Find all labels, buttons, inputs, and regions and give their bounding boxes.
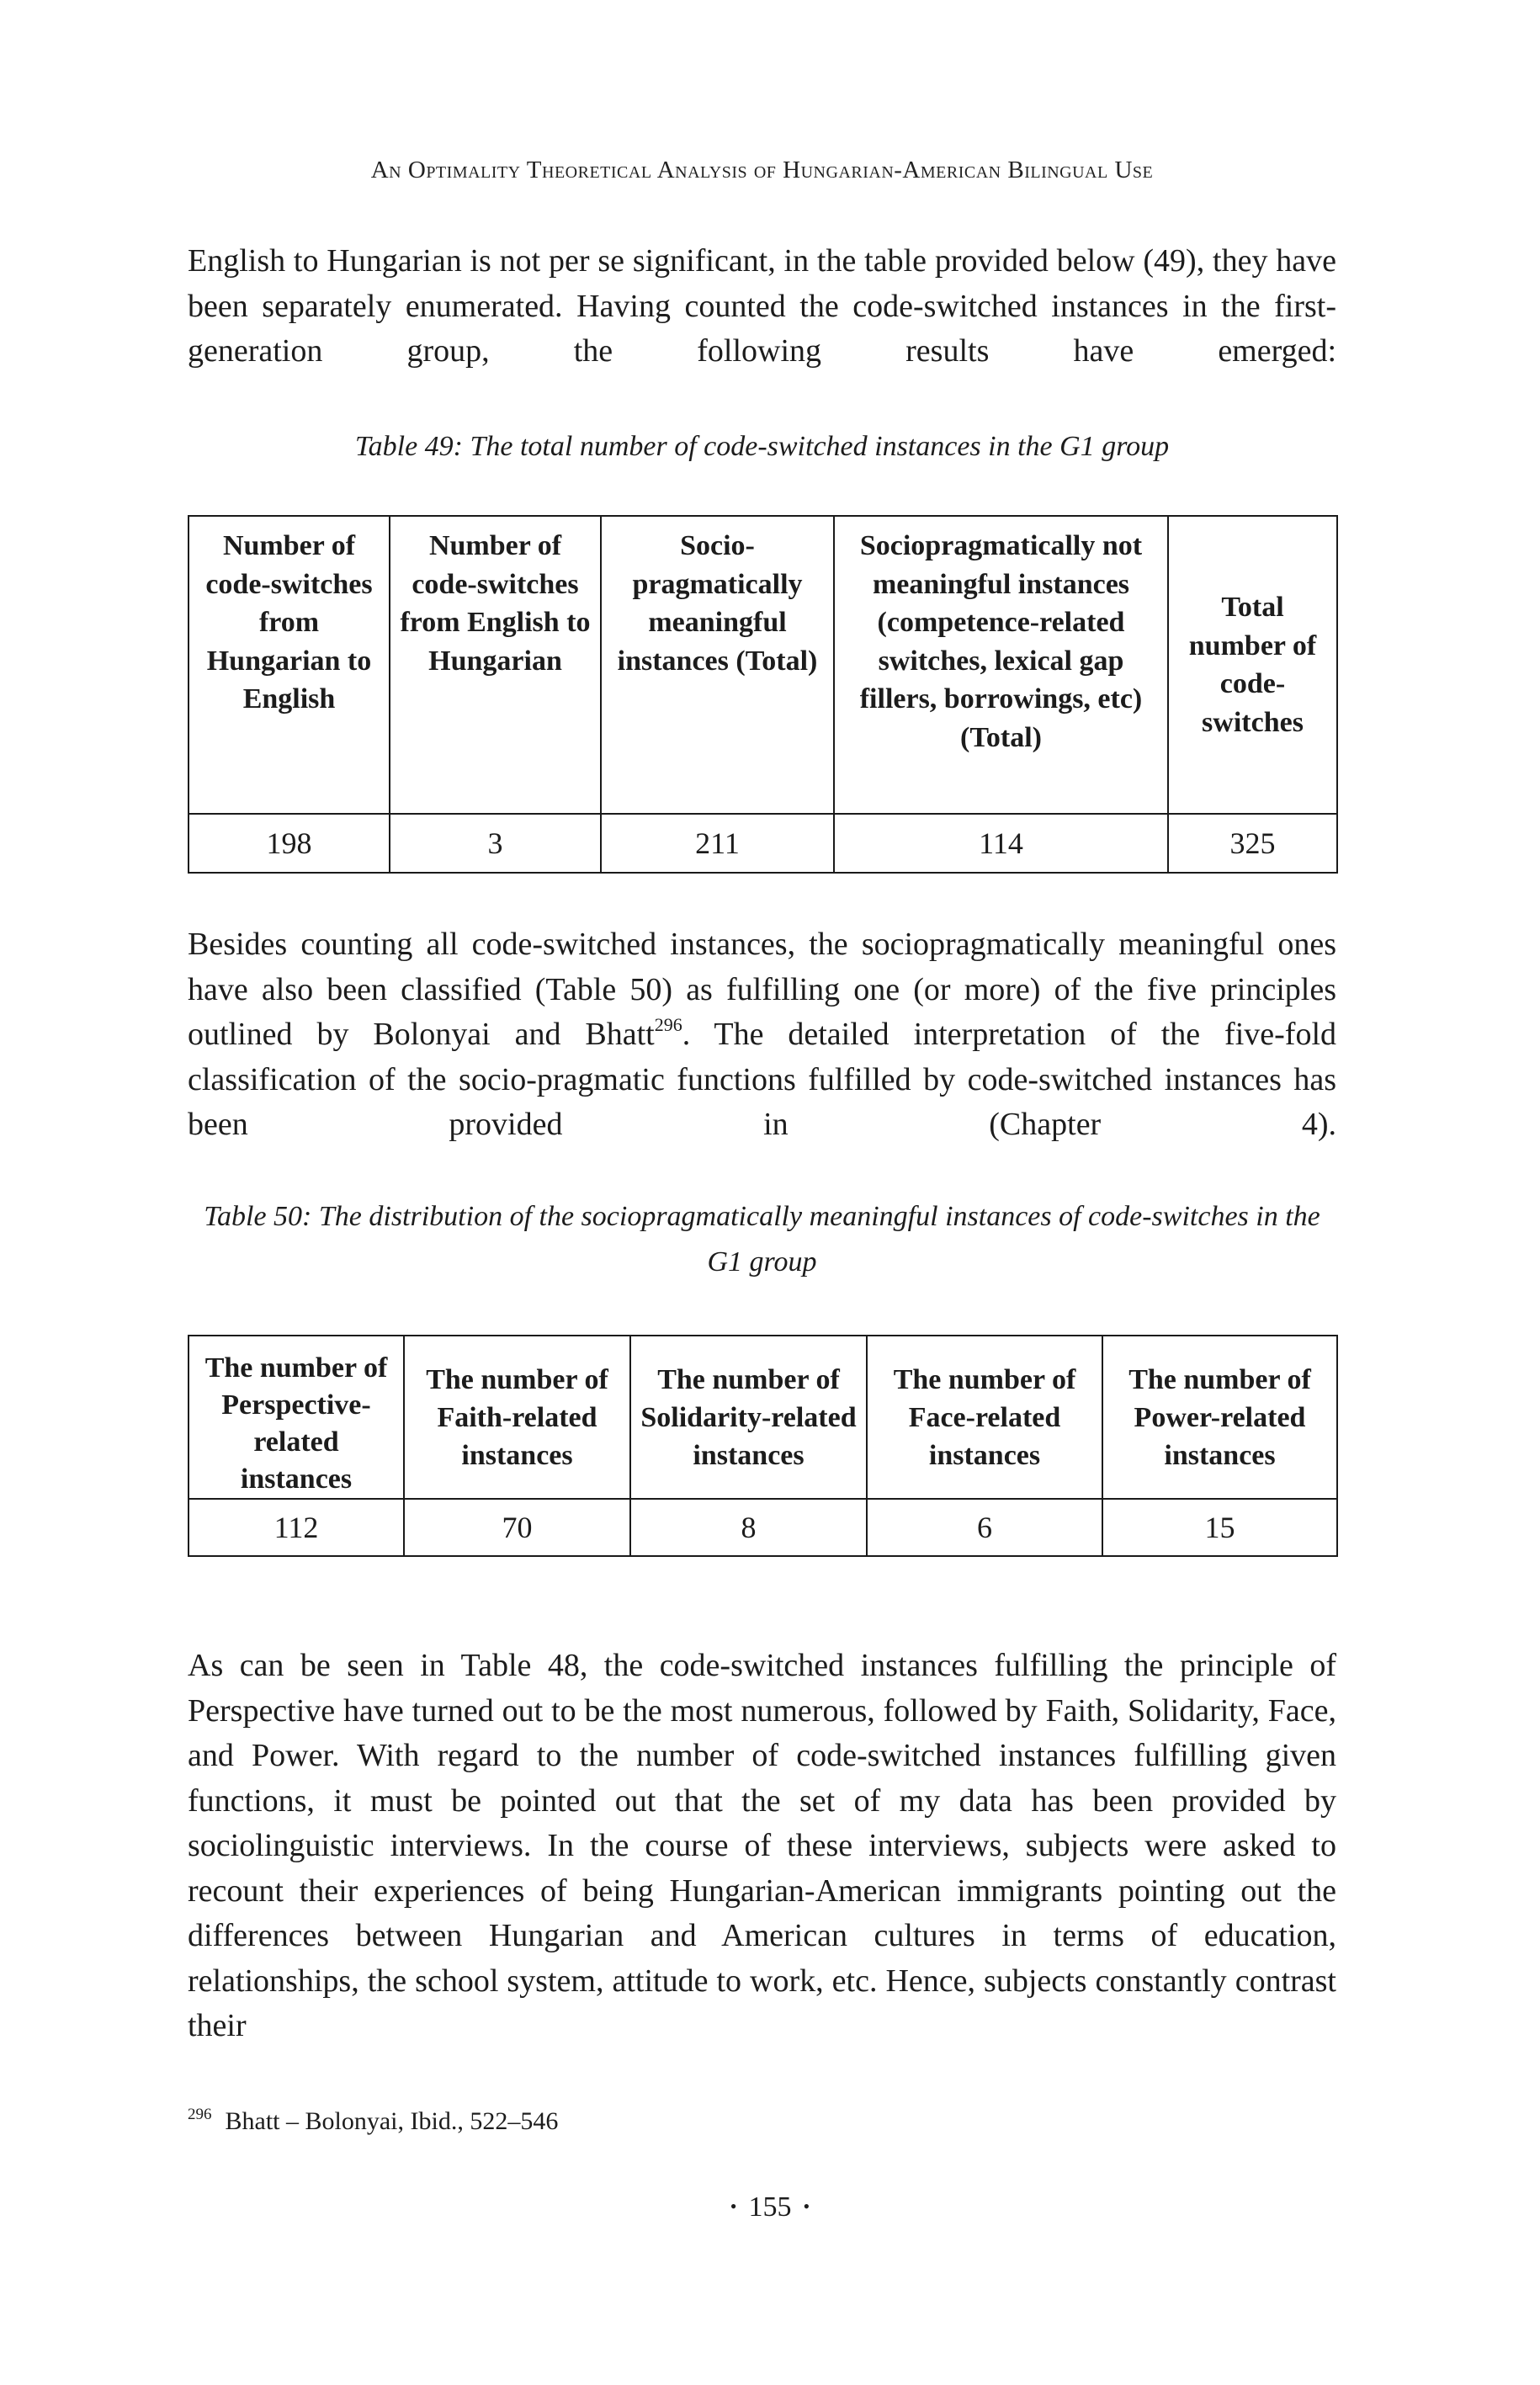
table49-header-hu-to-en: Number of code-switches from Hungarian to English — [189, 516, 390, 814]
paragraph-classification-text-b: . The detailed interpretation of the five-fold classification of the socio-pragmatic functions fulfilled by code-switched instances has been provided in (Chapter 4). — [188, 1017, 1336, 1142]
footnote-number: 296 — [188, 2106, 212, 2123]
page-number-footer — [0, 2191, 1540, 2223]
table50-header-face: The number of Face-related instances — [867, 1336, 1102, 1499]
table50 — [188, 1335, 1338, 1557]
table50-header-perspective: The number of Perspective-related instances — [189, 1336, 404, 1499]
table50-caption: Table 50: The distribution of the sociopragmatically meaningful instances of code-switches in the G1 group — [204, 1201, 1320, 1277]
paragraph-classification — [188, 922, 1336, 1148]
page-number: 155 — [748, 2191, 792, 2223]
table50-header-row — [189, 1336, 1337, 1499]
table50-header-solidarity: The number of Solidarity-related instances — [630, 1336, 867, 1499]
table49-header-en-to-hu: Number of code-switches from English to Hungarian — [390, 516, 601, 814]
table49-cell-not-meaningful: 114 — [834, 814, 1168, 873]
table49-header-total: Total number of code-switches — [1168, 516, 1337, 814]
table50-header-faith: The number of Faith-related instances — [404, 1336, 630, 1499]
table50-cell-perspective: 112 — [189, 1499, 404, 1556]
table50-cell-faith: 70 — [404, 1499, 630, 1556]
table50-cell-solidarity: 8 — [630, 1499, 867, 1556]
table49 — [188, 515, 1338, 874]
table50-cell-power: 15 — [1102, 1499, 1337, 1556]
footnote — [188, 2106, 558, 2136]
paragraph-discussion: As can be seen in Table 48, the code-switched instances fulfilling the principle of Perspective have turned out to be the most numerous, followed by Faith, Solidarity, Face, and Power. With regard to the number of code-switched instances fulfilling given functions, it must be pointed out that the set of my data has been provided by sociolinguistic interviews. In the course of these interviews, subjects were asked to recount their experiences of being Hungarian-American immigrants pointing out the differences between Hungarian and American cultures in terms of education, relationships, the school system, attitude to work, etc. Hence, subjects constantly contrast their — [188, 1648, 1336, 2043]
bullet-icon: • — [730, 2196, 737, 2217]
table49-header-not-meaningful: Sociopragmatically not meaningful instances (competence-related switches, lexical gap fillers, borrowings, etc) (Total) — [834, 516, 1168, 814]
table49-caption: Table 49: The total number of code-switched instances in the G1 group — [354, 431, 1170, 462]
table49-header-meaningful: Socio-pragmatically meaningful instances (Total) — [601, 516, 834, 814]
table49-header-row — [189, 516, 1337, 814]
footnote-text: Bhatt – Bolonyai, Ibid., 522–546 — [225, 2107, 559, 2135]
table49-cell-total: 325 — [1168, 814, 1337, 873]
bullet-icon: • — [803, 2196, 810, 2217]
paragraph-intro: English to Hungarian is not per se significant, in the table provided below (49), they have been separately enumerated. Having counted the code-switched instances in the first-generation group, the following results have emerged: — [188, 243, 1336, 369]
table49-cell-en-to-hu: 3 — [390, 814, 601, 873]
paragraph-classification-text-a: Besides counting all code-switched instances, the sociopragmatically meaningful ones have also been classified (Table 50) as fulfilling one (or more) of the five principles outlined by Bolonyai and Bhatt — [188, 927, 1336, 1052]
table49-cell-meaningful: 211 — [601, 814, 834, 873]
table50-header-power: The number of Power-related instances — [1102, 1336, 1337, 1499]
running-head: An Optimality Theoretical Analysis of Hungarian-American Bilingual Use — [370, 157, 1154, 183]
table50-cell-face: 6 — [867, 1499, 1102, 1556]
table-row — [189, 1499, 1337, 1556]
footnote-reference[interactable]: 296 — [654, 1014, 682, 1035]
table49-cell-hu-to-en: 198 — [189, 814, 390, 873]
table-row — [189, 814, 1337, 873]
